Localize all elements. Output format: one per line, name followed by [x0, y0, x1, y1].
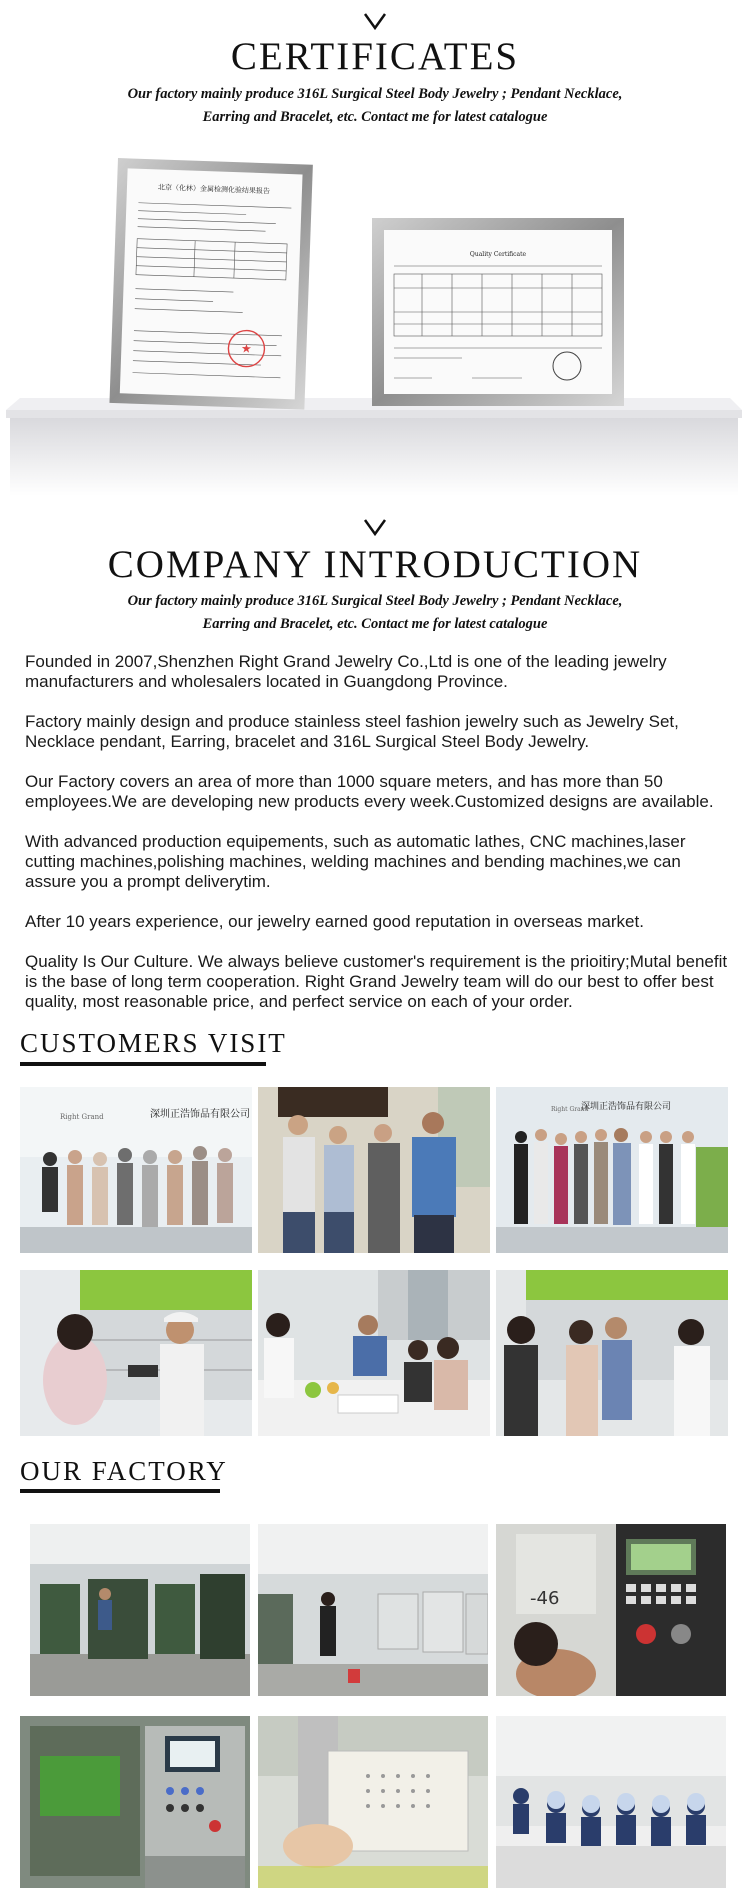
heading-underline: [20, 1062, 266, 1066]
customer-photo: [496, 1087, 728, 1253]
company-subtitle: [0, 590, 750, 636]
intro-paragraph: Quality Is Our Culture. We always believe customer's requirement is the prioitiry;Mutal benefit is the base of long term cooperation. Right Grand Jewelry team will do our best to offer best quality, most reasonable price, and perfect service on each of your order.: [25, 952, 728, 1011]
certificates-title: CERTIFICATES: [230, 35, 520, 78]
chevron-down-icon: [362, 516, 388, 538]
customer-photo: [258, 1270, 490, 1436]
customer-photo: [20, 1270, 252, 1436]
company-subtitle-line2: Earring and Bracelet, etc. Contact me for latest catalogue: [202, 616, 548, 632]
customer-photo: [258, 1087, 490, 1253]
svg-text:★: ★: [240, 341, 253, 356]
factory-photo: [20, 1716, 250, 1888]
certificates-subtitle-line2: Earring and Bracelet, etc. Contact me for latest catalogue: [202, 109, 548, 125]
wall-sign-text: 深圳正浩饰品有限公司: [581, 1102, 672, 1112]
right-cert-heading: Quality Certificate: [469, 251, 527, 258]
company-subtitle-line1: Our factory mainly produce 316L Surgical Steel Body Jewelry ; Pendant Necklace,: [127, 593, 623, 609]
intro-paragraph: Our Factory covers an area of more than 1000 square meters, and has more than 50 employees.We are developing new products every week.Customized designs are available.: [25, 772, 714, 811]
factory-photo: [496, 1524, 726, 1696]
company-intro-text: [25, 652, 730, 1032]
intro-paragraph: With advanced production equipements, such as automatic lathes, CNC machines,laser cutting machines,polishing machines, welding machines and bending machines,we can assure you a prompt deliverytim.: [25, 832, 686, 891]
our-factory-heading: OUR FACTORY: [20, 1456, 228, 1486]
company-introduction-title: COMPANY INTRODUCTION: [107, 543, 643, 586]
wall-sign-text: 深圳正浩饰品有限公司: [150, 1109, 250, 1120]
customer-photo: [20, 1087, 252, 1253]
intro-paragraph: After 10 years experience, our jewelry earned good reputation in overseas market.: [25, 912, 644, 931]
intro-paragraph: Factory mainly design and produce stainless steel fashion jewelry such as Jewelry Set, Necklace pendant, Earring, bracelet and 316L Surgical Steel Body Jewelry.: [25, 712, 679, 751]
certificates-subtitle: [0, 83, 750, 129]
intro-paragraph: Founded in 2007,Shenzhen Right Grand Jewelry Co.,Ltd is one of the leading jewelry manufacturers and wholesalers located in Guangdong Province.: [25, 652, 667, 691]
logo-text: Right Grand: [60, 1113, 104, 1121]
customers-visit-heading: CUSTOMERS VISIT: [20, 1028, 287, 1058]
left-cert-heading: 北京（化林）金属检测化验结果报告: [157, 183, 271, 196]
factory-photo: [496, 1716, 726, 1888]
factory-photo: [258, 1524, 488, 1696]
chevron-down-icon: [362, 10, 388, 32]
machine-label: -46: [530, 1588, 560, 1609]
logo-text: Right Grand: [551, 1106, 589, 1113]
heading-underline: [20, 1489, 220, 1493]
factory-photo: [30, 1524, 250, 1696]
certificate-shelf-image: [0, 140, 750, 500]
factory-photo: [258, 1716, 488, 1888]
certificates-subtitle-line1: Our factory mainly produce 316L Surgical Steel Body Jewelry ; Pendant Necklace,: [127, 86, 623, 102]
customer-photo: [496, 1270, 728, 1436]
